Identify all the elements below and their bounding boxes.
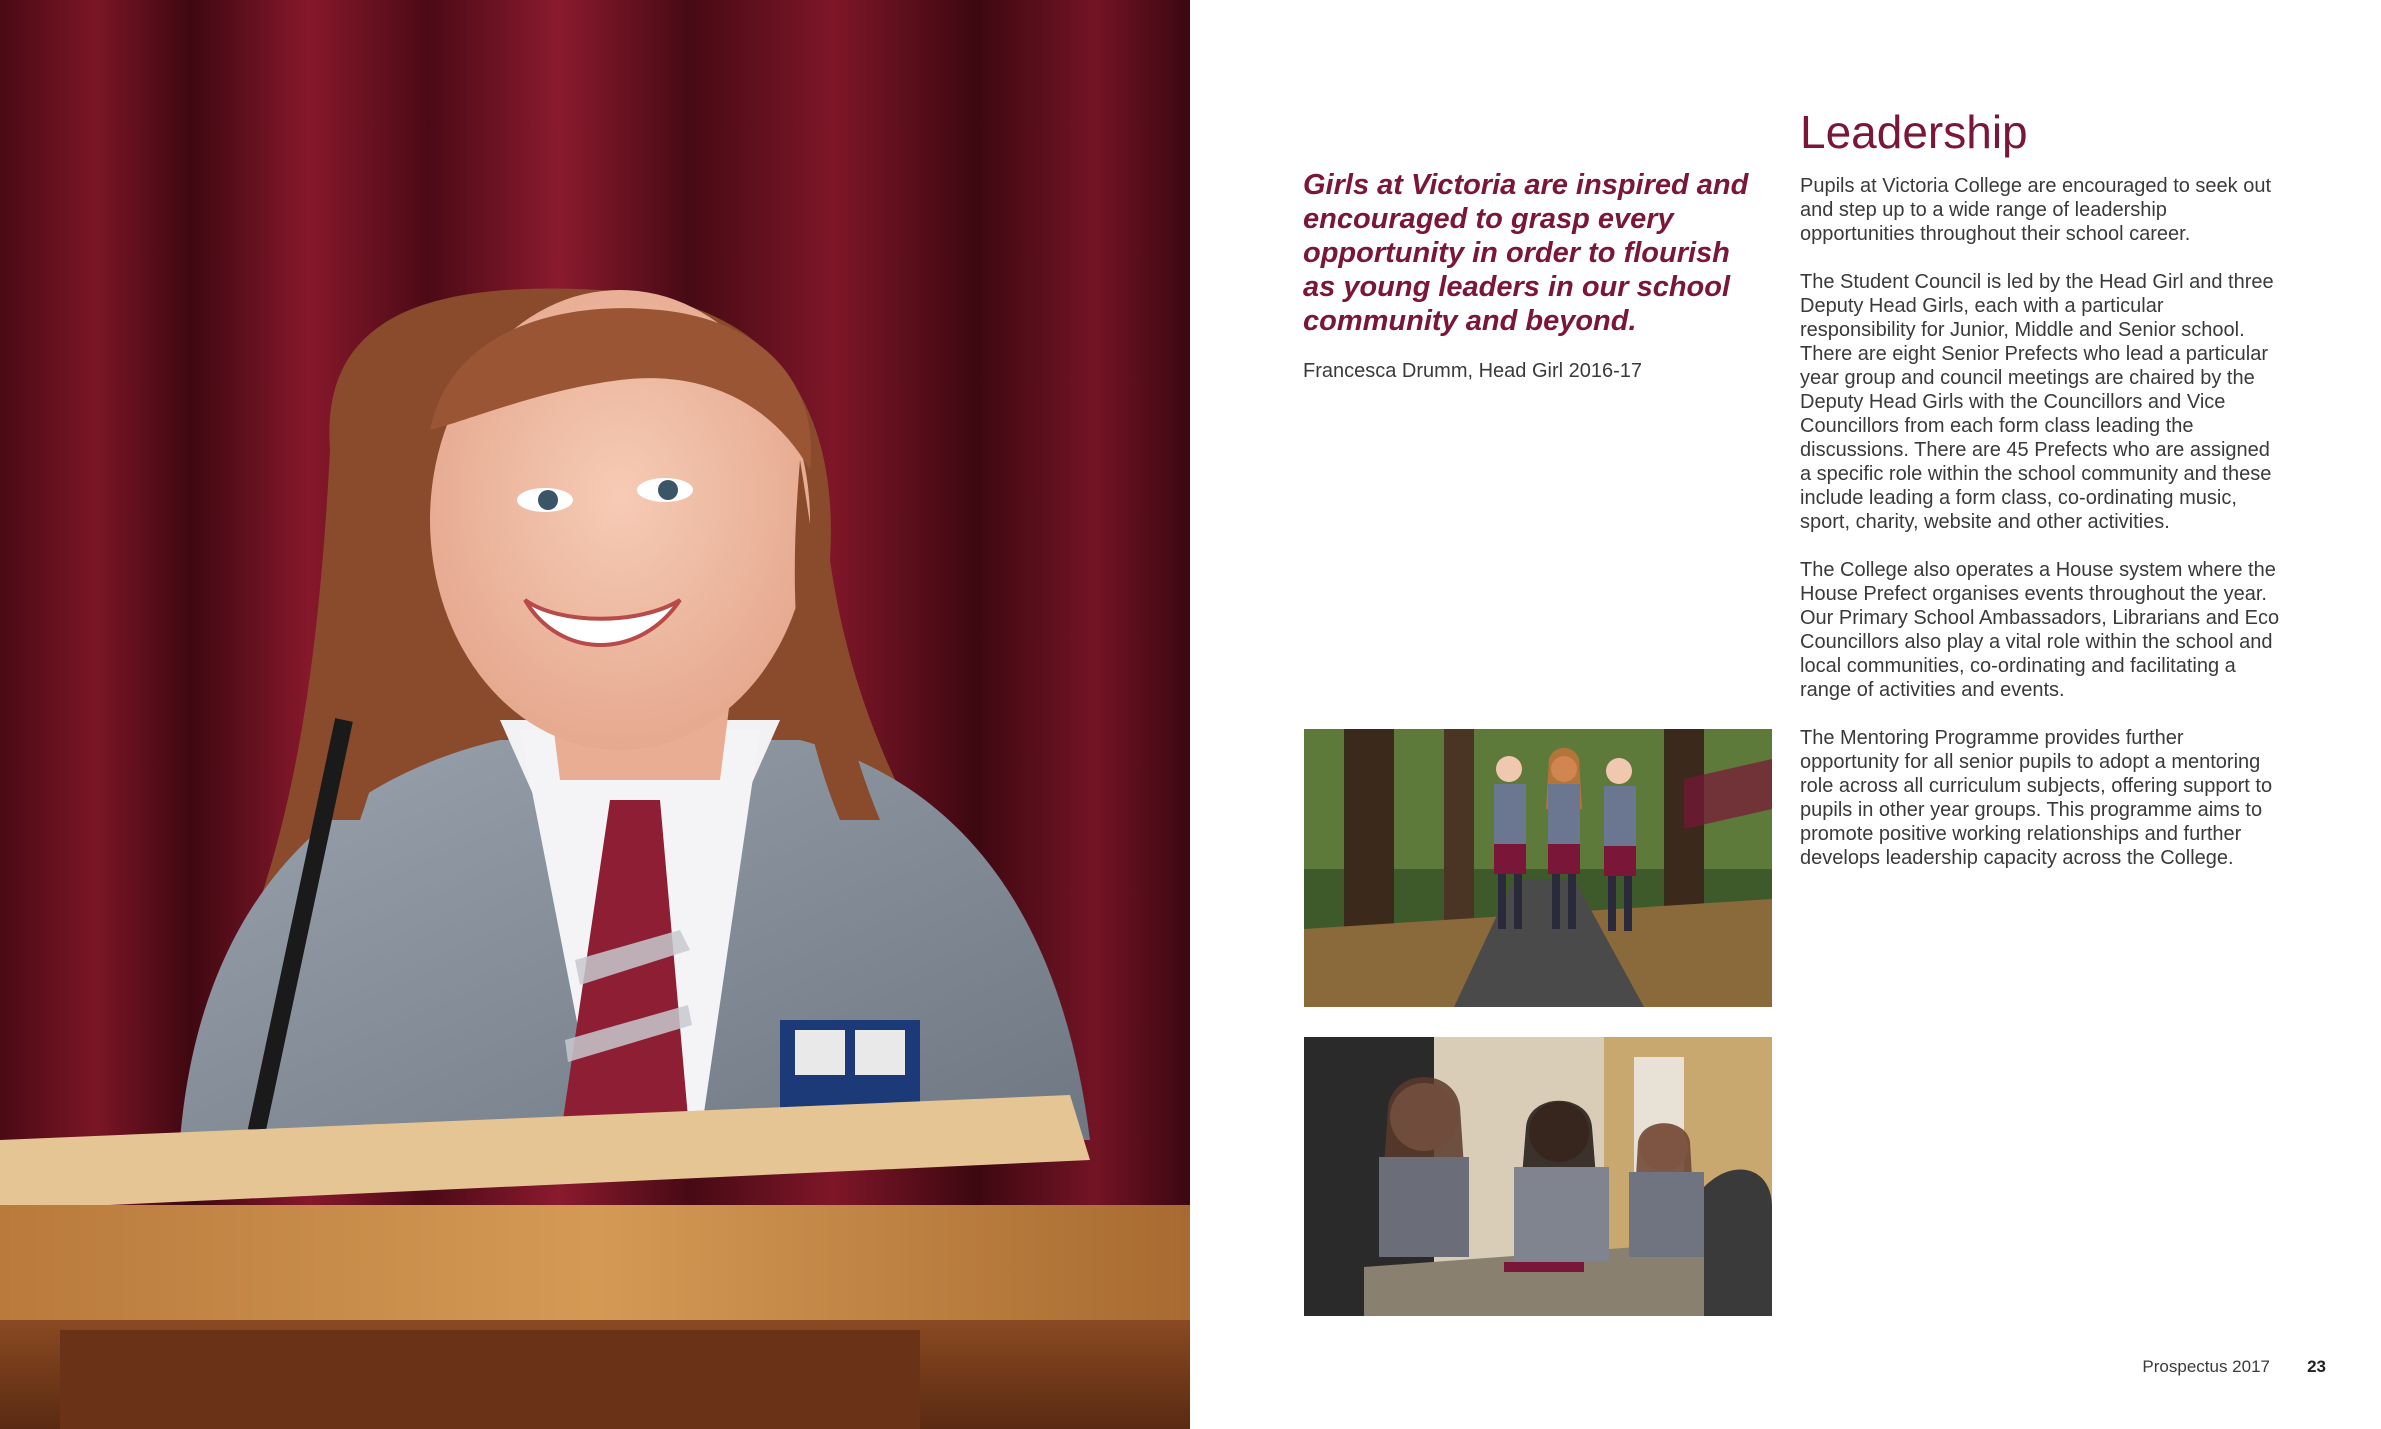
- body-paragraph: Pupils at Victoria College are encouraged to seek out and step up to a wide range of leadership opportunities throughout their school career.: [1800, 175, 2272, 245]
- hero-photo-image: [0, 0, 1190, 1429]
- body-paragraph: The College also operates a House system where the House Prefect organises events throughout the year. Our Primary School Ambassadors, Librarians and Eco Councillors also play a vital role within the school and local communities, co-ordinating and facilitating a range of activities and events.: [1800, 559, 2280, 701]
- students-walking-photo: [1304, 729, 1772, 1007]
- body-paragraph: The Student Council is led by the Head Girl and three Deputy Head Girls, each with a particular responsibility for Junior, Middle and Senior school. There are eight Senior Prefects who lead a particular year group and council meetings are chaired by the Deputy Head Girls with the Councillors and Vice Councillors from each form class leading the discussions. There are 45 Prefects who are assigned a specific role within the school community and these include leading a form class, co-ordinating music, sport, charity, website and other activities.: [1800, 271, 2274, 533]
- page-number: 23: [2307, 1357, 2326, 1376]
- hero-photo: [0, 0, 1190, 1429]
- footer-publication: Prospectus 2017: [2142, 1357, 2270, 1376]
- body-paragraph: The Mentoring Programme provides further opportunity for all senior pupils to adopt a mentoring role across all curriculum subjects, offering support to pupils in other year groups. This programme aims to promote positive working relationships and further develops leadership capacity across the College.: [1800, 727, 2273, 869]
- section-heading: Leadership: [1800, 106, 2028, 158]
- students-at-table-photo-image: [1304, 1037, 1772, 1316]
- students-walking-photo-image: [1304, 729, 1772, 1007]
- pull-quote: Girls at Victoria are inspired and encouraged to grasp every opportunity in order to flourish as young leaders in our school community and beyond.: [1303, 169, 1749, 337]
- students-at-table-photo: [1304, 1037, 1772, 1316]
- quote-attribution: Francesca Drumm, Head Girl 2016-17: [1303, 360, 1643, 382]
- section-body: [1800, 174, 2280, 894]
